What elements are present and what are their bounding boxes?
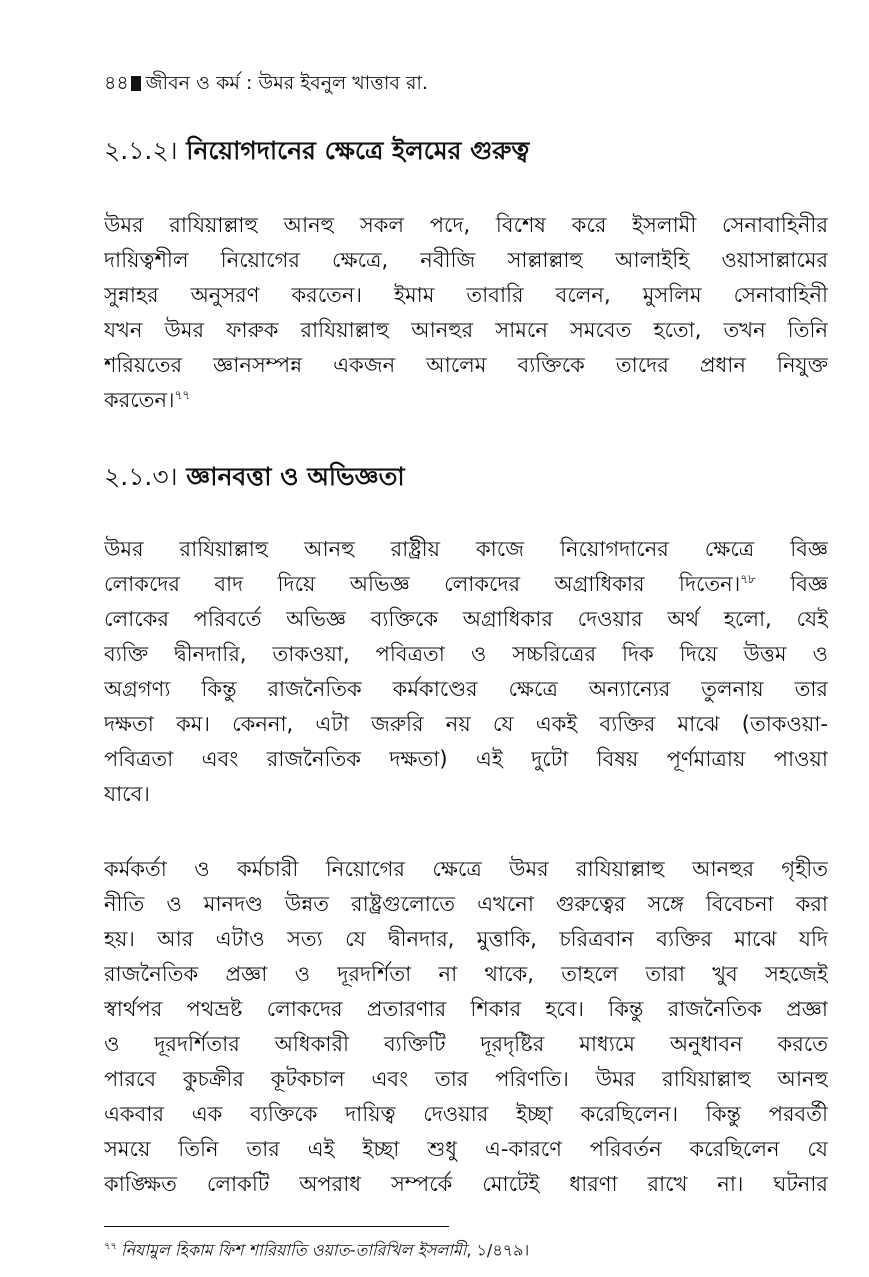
running-header [104, 70, 428, 96]
text-line: অগ্রগণ্য কিন্তু রাজনৈতিক কর্মকাণ্ডের ক্ষেত্রে অন্যান্যের তুলনায় তার [104, 677, 828, 701]
text-line: দায়িত্বশীল নিয়োগের ক্ষেত্রে, নবীজি সাল্লাল্লাহু আলাইহি ওয়াসাল্লামের [104, 248, 828, 272]
text-line: হয়। আর এটাও সত্য যে দ্বীনদার, মুত্তাকি, চরিত্রবান ব্যক্তির মাঝে যদি [104, 927, 828, 951]
text-line: পবিত্রতা এবং রাজনৈতিক দক্ষতা) এই দুটো বিষয় পূর্ণমাত্রায় পাওয়া [104, 747, 828, 771]
footnote-reference[interactable]: ৭৮ [740, 572, 756, 586]
text-line: দক্ষতা কম। কেননা, এটা জরুরি নয় যে একই ব্যক্তির মাঝে (তাকওয়া- [104, 712, 828, 736]
text-line: রাজনৈতিক প্রজ্ঞা ও দূরদর্শিতা না থাকে, তাহলে তারা খুব সহজেই [104, 962, 828, 986]
text-line: কাঙ্ক্ষিত লোকটি অপরাধ সম্পর্কে মোটেই ধারণা রাখে না। ঘটনার [104, 1172, 828, 1196]
footnote-work-title: নিযামুল হিকাম ফিশ শারিয়াতি ওয়াত-তারিখিল ইসলামী [121, 1240, 467, 1260]
text-line: সময়ে তিনি তার এই ইচ্ছা শুধু এ-কারণে পরিবর্তন করেছিলেন যে [104, 1137, 828, 1161]
section-title: জ্ঞানবত্তা ও অভিজ্ঞতা [186, 462, 405, 491]
section-number: ২.১.৩। [104, 462, 178, 491]
paragraph-3 [104, 852, 828, 1202]
footnote-mark: ৭৭ [104, 1241, 118, 1252]
footnote-divider [104, 1226, 449, 1227]
line-text-tail: বিজ্ঞ [790, 572, 828, 596]
running-title: জীবন ও কর্ম : উমর ইবনুল খাত্তাব রা. [145, 72, 428, 94]
text-line: স্বার্থপর পথভ্রষ্ট লোকদের প্রতারণার শিকার হবে। কিন্তু রাজনৈতিক প্রজ্ঞা [104, 997, 828, 1021]
section-number: ২.১.২। [104, 136, 178, 165]
footnote-77 [104, 1236, 529, 1261]
text-line: যখন উমর ফারুক রাযিয়াল্লাহু আনহুর সামনে সমবেত হতো, তখন তিনি [104, 318, 828, 342]
text-line: লোকের পরিবর্তে অভিজ্ঞ ব্যক্তিকে অগ্রাধিকার দেওয়ার অর্থ হলো, যেই [104, 607, 828, 631]
line-text: করতেন। [104, 388, 175, 412]
paragraph-1 [104, 208, 828, 418]
text-line: সুন্নাহর অনুসরণ করতেন। ইমাম তাবারি বলেন, মুসলিম সেনাবাহিনী [104, 283, 828, 307]
text-line: উমর রাযিয়াল্লাহু আনহু সকল পদে, বিশেষ করে ইসলামী সেনাবাহিনীর [104, 213, 828, 237]
text-line [104, 383, 828, 418]
text-line: একবার এক ব্যক্তিকে দায়িত্ব দেওয়ার ইচ্ছা করেছিলেন। কিন্তু পরবর্তী [104, 1102, 828, 1126]
text-line: পারবে কুচক্রীর কূটকচাল এবং তার পরিণতি। উমর রাযিয়াল্লাহু আনহু [104, 1067, 828, 1091]
section-heading-2-1-3 [104, 460, 405, 494]
line-text: লোকদের বাদ দিয়ে অভিজ্ঞ লোকদের অগ্রাধিকার দিতেন। [104, 572, 741, 596]
text-line: ও দূরদর্শিতার অধিকারী ব্যক্তিটি দূরদৃষ্টির মাধ্যমে অনুধাবন করতে [104, 1032, 828, 1056]
text-line: ব্যক্তি দ্বীনদারি, তাকওয়া, পবিত্রতা ও সচ্চরিত্রের দিক দিয়ে উত্তম ও [104, 642, 828, 666]
text-line: নীতি ও মানদণ্ড উন্নত রাষ্ট্রগুলোতে এখনো গুরুত্বের সঙ্গে বিবেচনা করা [104, 892, 828, 916]
section-heading-2-1-2 [104, 134, 529, 168]
text-line: যাবে। [104, 782, 150, 806]
text-line: শরিয়তের জ্ঞানসম্পন্ন একজন আলেম ব্যক্তিকে তাদের প্রধান নিযুক্ত [104, 353, 828, 377]
section-title: নিয়োগদানের ক্ষেত্রে ইলমের গুরুত্ব [186, 136, 530, 165]
paragraph-2 [104, 532, 828, 812]
text-line [104, 567, 828, 602]
footnote-ref: , ১/৪৭৯। [466, 1240, 530, 1260]
text-line: উমর রাযিয়াল্লাহু আনহু রাষ্ট্রীয় কাজে নিয়োগদানের ক্ষেত্রে বিজ্ঞ [104, 537, 828, 561]
text-line: কর্মকর্তা ও কর্মচারী নিয়োগের ক্ষেত্রে উমর রাযিয়াল্লাহু আনহুর গৃহীত [104, 857, 828, 881]
page-number: ৪৪ [104, 72, 129, 94]
footnote-reference[interactable]: ৭৭ [174, 388, 191, 402]
black-square-icon [131, 76, 141, 91]
